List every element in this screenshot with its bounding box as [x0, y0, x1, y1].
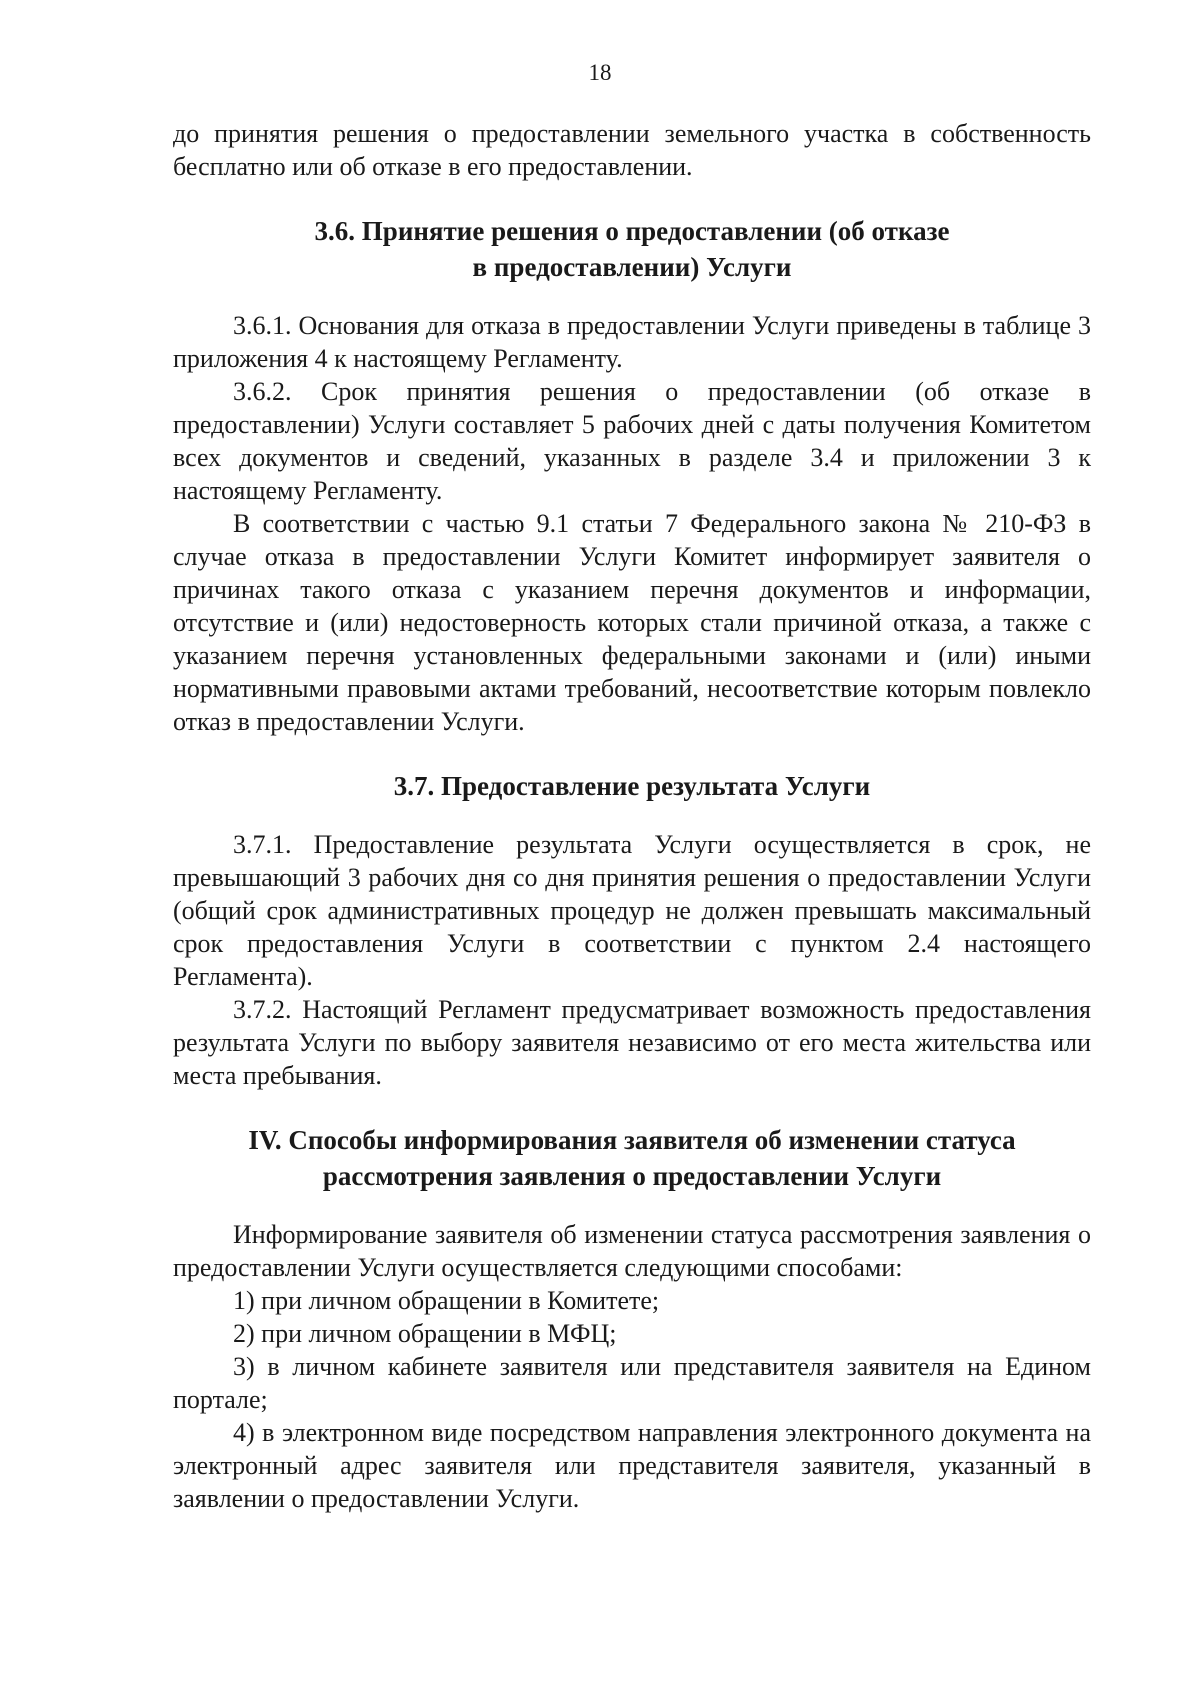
heading-line: рассмотрения заявления о предоставлении Услуги: [322, 1161, 942, 1191]
paragraph-3-6-2: 3.6.2. Срок принятия решения о предоставлении (об отказе в предоставлении) Услуги составляет 5 рабочих дней с даты получения Комитетом всех документов и сведений, указанных в разделе 3.4 и приложении 3 к настоящему Регламенту.: [173, 377, 1091, 505]
list-item-4: 4) в электронном виде посредством направления электронного документа на электронный адрес заявителя или представителя заявителя, указанный в заявлении о предоставлении Услуги.: [173, 1418, 1091, 1513]
paragraph-3-6-1: 3.6.1. Основания для отказа в предоставлении Услуги приведены в таблице 3 приложения 4 к настоящему Регламенту.: [173, 311, 1091, 373]
paragraph-3-7-1: 3.7.1. Предоставление результата Услуги осуществляется в срок, не превышающий 3 рабочих дня со дня принятия решения о предоставлении Услуги (общий срок административных процедур не должен превышать максимальный срок предоставления Услуги в соответствии с пунктом 2.4 настоящего Регламента).: [173, 830, 1091, 991]
list-item-2: 2) при личном обращении в МФЦ;: [233, 1319, 617, 1348]
paragraph-continuation: до принятия решения о предоставлении земельного участка в собственность бесплатно или об отказе в его предоставлении.: [173, 119, 1091, 181]
heading-line: в предоставлении) Услуги: [472, 252, 792, 282]
list-item-1: 1) при личном обращении в Комитете;: [233, 1286, 660, 1315]
paragraph-refusal-info: В соответствии с частью 9.1 статьи 7 Федерального закона № 210-ФЗ в случае отказа в предоставлении Услуги Комитет информирует заявителя о причинах такого отказа с указанием перечня документов и информации, отсутствие и (или) недостоверность которых стали причиной отказа, а также с указанием перечня установленных федеральными законами и (или) иными нормативными правовыми актами требований, несоответствие которым повлекло отказ в предоставлении Услуги.: [173, 509, 1091, 736]
heading-line: 3.6. Принятие решения о предоставлении (об отказе: [314, 216, 950, 246]
heading-line: IV. Способы информирования заявителя об изменении статуса: [248, 1125, 1016, 1155]
list-item-3: 3) в личном кабинете заявителя или представителя заявителя на Едином портале;: [173, 1352, 1091, 1414]
document-body: [173, 117, 1091, 1515]
section-heading-3-7: 3.7. Предоставление результата Услуги: [393, 771, 871, 801]
paragraph-status-info: Информирование заявителя об изменении статуса рассмотрения заявления о предоставлении Услуги осуществляется следующими способами:: [173, 1220, 1091, 1282]
paragraph-3-7-2: 3.7.2. Настоящий Регламент предусматривает возможность предоставления результата Услуги по выбору заявителя независимо от его места жительства или места пребывания.: [173, 995, 1091, 1090]
page-number: 18: [588, 60, 612, 85]
section-heading-iv: [173, 1122, 1091, 1194]
section-heading-3-6: [173, 213, 1091, 285]
